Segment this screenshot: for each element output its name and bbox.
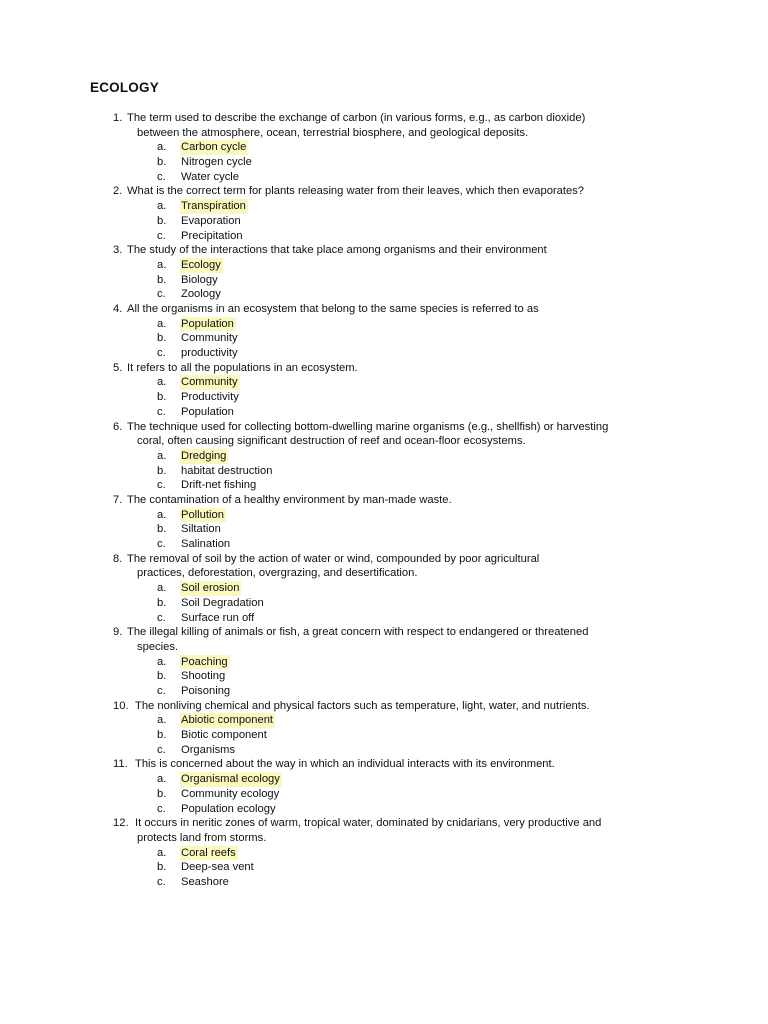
question-line: [0, 699, 768, 714]
question-item: [0, 184, 768, 243]
choice-letter: b.: [157, 464, 167, 477]
question-text-continued: practices, deforestation, overgrazing, and desertification.: [137, 567, 418, 580]
question-line: [0, 184, 768, 199]
choice-text: Water cycle: [181, 170, 240, 183]
question-line: [0, 111, 768, 126]
answer-choice: [0, 273, 768, 288]
answer-choice: [0, 684, 768, 699]
highlighted-answer-text: Coral reefs: [181, 846, 236, 859]
question-item: [0, 625, 768, 698]
question-item: [0, 302, 768, 361]
answer-choice: [0, 464, 768, 479]
question-text: The study of the interactions that take place among organisms and their environment: [127, 244, 547, 257]
choice-list: [0, 199, 768, 243]
question-item: [0, 757, 768, 816]
question-line: [0, 420, 768, 435]
question-number: 4.: [113, 303, 123, 315]
answer-choice: [0, 331, 768, 346]
choice-text: Siltation: [181, 523, 221, 536]
choice-letter: b.: [157, 332, 167, 345]
question-text: The nonliving chemical and physical factors such as temperature, light, water, and nutrients.: [135, 699, 590, 712]
answer-choice: [0, 287, 768, 302]
highlighted-answer-text: Poaching: [181, 655, 228, 668]
question-item: [0, 420, 768, 493]
choice-text: Biology: [181, 273, 218, 286]
choice-letter: c.: [157, 743, 166, 756]
question-number: 3.: [113, 244, 123, 257]
choice-text: Precipitation: [181, 229, 243, 242]
choice-letter: b.: [157, 596, 167, 609]
choice-text: Population ecology: [181, 802, 276, 815]
question-line: [0, 816, 768, 831]
answer-choice: [0, 405, 768, 420]
choice-list: [0, 713, 768, 757]
choice-letter: c.: [157, 876, 166, 889]
question-text-continued: protects land from storms.: [137, 831, 267, 844]
choice-text: Community: [181, 332, 238, 345]
correct-answer-choice: [0, 508, 768, 523]
choice-text: habitat destruction: [181, 464, 273, 477]
choice-letter: a.: [157, 200, 167, 213]
choice-text: Deep-sea vent: [181, 861, 254, 874]
choice-letter: b.: [157, 861, 167, 874]
choice-text: productivity: [181, 347, 238, 360]
choice-letter: a.: [157, 258, 167, 271]
question-text: The contamination of a healthy environment by man-made waste.: [127, 494, 452, 506]
choice-list: [0, 258, 768, 302]
choice-letter: a.: [157, 655, 167, 668]
question-line: [0, 757, 768, 772]
question-text: The term used to describe the exchange of carbon (in various forms, e.g., as carbon dioxide): [127, 112, 586, 124]
choice-letter: a.: [157, 714, 167, 727]
question-number: 2.: [113, 185, 123, 198]
question-text: This is concerned about the way in which an individual interacts with its environment.: [135, 758, 555, 771]
choice-letter: c.: [157, 288, 166, 301]
correct-answer-choice: [0, 258, 768, 273]
correct-answer-choice: [0, 199, 768, 214]
choice-text: Salination: [181, 538, 231, 551]
question-item: [0, 361, 768, 420]
choice-text: Poisoning: [181, 685, 231, 698]
choice-text: Shooting: [181, 670, 226, 683]
choice-letter: a.: [157, 317, 167, 330]
choice-letter: a.: [157, 449, 167, 462]
choice-letter: c.: [157, 347, 166, 360]
question-line: [0, 361, 768, 376]
choice-text: Seashore: [181, 876, 229, 889]
highlighted-answer-text: Ecology: [181, 258, 221, 271]
choice-text: Organisms: [181, 743, 236, 756]
question-number: 1.: [113, 112, 123, 124]
question-number: 12.: [113, 817, 129, 830]
question-item: [0, 816, 768, 889]
choice-letter: a.: [157, 376, 167, 389]
correct-answer-choice: [0, 655, 768, 670]
choice-letter: b.: [157, 214, 167, 227]
question-number: 9.: [113, 626, 123, 639]
question-text: It refers to all the populations in an ecosystem.: [127, 361, 358, 374]
choice-letter: a.: [157, 582, 167, 595]
correct-answer-choice: [0, 375, 768, 390]
choice-text: Biotic component: [181, 729, 267, 742]
choice-list: [0, 846, 768, 890]
answer-choice: [0, 728, 768, 743]
answer-choice: [0, 611, 768, 626]
choice-list: [0, 655, 768, 699]
question-number: 10.: [113, 699, 129, 712]
choice-letter: c.: [157, 685, 166, 698]
choice-letter: b.: [157, 670, 167, 683]
answer-choice: [0, 522, 768, 537]
choice-text: Surface run off: [181, 611, 255, 624]
correct-answer-choice: [0, 317, 768, 332]
choice-letter: c.: [157, 479, 166, 492]
choice-letter: b.: [157, 273, 167, 286]
choice-text: Drift-net fishing: [181, 479, 257, 492]
choice-list: [0, 581, 768, 625]
choice-letter: a.: [157, 773, 167, 786]
correct-answer-choice: [0, 140, 768, 155]
choice-text: Community ecology: [181, 787, 280, 800]
question-text-continued: between the atmosphere, ocean, terrestrial biosphere, and geological deposits.: [137, 126, 529, 139]
highlighted-answer-text: Population: [181, 317, 234, 330]
answer-choice: [0, 155, 768, 170]
answer-choice: [0, 802, 768, 817]
choice-list: [0, 375, 768, 419]
question-text: The technique used for collecting bottom-dwelling marine organisms (e.g., shellfish) or harvesting: [127, 420, 609, 433]
question-text-continued: species.: [137, 640, 179, 653]
correct-answer-choice: [0, 846, 768, 861]
question-item: [0, 552, 768, 625]
choice-letter: c.: [157, 538, 166, 551]
highlighted-answer-text: Dredging: [181, 449, 227, 462]
answer-choice: [0, 229, 768, 244]
question-number: 5.: [113, 361, 123, 374]
choice-text: Population: [181, 405, 234, 418]
correct-answer-choice: [0, 713, 768, 728]
answer-choice: [0, 787, 768, 802]
question-text: The illegal killing of animals or fish, a great concern with respect to endangered or threatened: [127, 626, 589, 639]
correct-answer-choice: [0, 581, 768, 596]
question-list: [0, 111, 768, 890]
question-item: [0, 243, 768, 302]
choice-list: [0, 772, 768, 816]
choice-letter: c.: [157, 802, 166, 815]
choice-letter: c.: [157, 405, 166, 418]
answer-choice: [0, 390, 768, 405]
answer-choice: [0, 478, 768, 493]
answer-choice: [0, 170, 768, 185]
question-number: 6.: [113, 420, 123, 433]
choice-letter: a.: [157, 508, 167, 521]
question-line: [0, 243, 768, 258]
question-text: What is the correct term for plants releasing water from their leaves, which then evaporates?: [127, 185, 585, 198]
highlighted-answer-text: Transpiration: [181, 200, 246, 213]
question-item: [0, 493, 768, 552]
choice-text: Soil Degradation: [181, 596, 264, 609]
highlighted-answer-text: Soil erosion: [181, 582, 240, 595]
answer-choice: [0, 669, 768, 684]
choice-letter: b.: [157, 729, 167, 742]
highlighted-answer-text: Abiotic component: [181, 714, 274, 727]
highlighted-answer-text: Community: [181, 376, 238, 389]
answer-choice: [0, 875, 768, 890]
answer-choice: [0, 346, 768, 361]
answer-choice: [0, 214, 768, 229]
question-text: It occurs in neritic zones of warm, tropical water, dominated by cnidarians, very productive and: [135, 817, 602, 830]
answer-choice: [0, 596, 768, 611]
question-text-continued: coral, often causing significant destruction of reef and ocean-floor ecosystems.: [137, 435, 526, 448]
choice-letter: b.: [157, 391, 167, 404]
page-title: ECOLOGY: [90, 80, 159, 95]
question-text: The removal of soil by the action of water or wind, compounded by poor agricultural: [127, 552, 540, 565]
answer-choice: [0, 537, 768, 552]
question-number: 7.: [113, 494, 123, 506]
choice-text: Evaporation: [181, 214, 241, 227]
correct-answer-choice: [0, 449, 768, 464]
choice-text: Productivity: [181, 391, 239, 404]
question-number: 8.: [113, 552, 123, 565]
choice-text: Zoology: [181, 288, 221, 301]
correct-answer-choice: [0, 772, 768, 787]
choice-letter: b.: [157, 523, 167, 536]
choice-letter: c.: [157, 611, 166, 624]
question-line: [0, 493, 768, 508]
question-line: [0, 625, 768, 640]
highlighted-answer-text: Pollution: [181, 508, 224, 521]
choice-list: [0, 449, 768, 493]
choice-text: Nitrogen cycle: [181, 156, 252, 169]
question-item: [0, 111, 768, 184]
choice-letter: a.: [157, 141, 167, 154]
choice-letter: a.: [157, 846, 167, 859]
question-number: 11.: [113, 758, 128, 771]
choice-list: [0, 317, 768, 361]
choice-letter: c.: [157, 229, 166, 242]
answer-choice: [0, 743, 768, 758]
highlighted-answer-text: Carbon cycle: [181, 141, 247, 154]
answer-choice: [0, 860, 768, 875]
choice-letter: b.: [157, 156, 167, 169]
choice-letter: b.: [157, 787, 167, 800]
choice-letter: c.: [157, 170, 166, 183]
choice-list: [0, 140, 768, 184]
question-line: [0, 302, 768, 317]
highlighted-answer-text: Organismal ecology: [181, 773, 280, 786]
question-text: All the organisms in an ecosystem that belong to the same species is referred to as: [127, 303, 539, 315]
question-line: [0, 552, 768, 567]
choice-list: [0, 508, 768, 552]
question-item: [0, 699, 768, 758]
